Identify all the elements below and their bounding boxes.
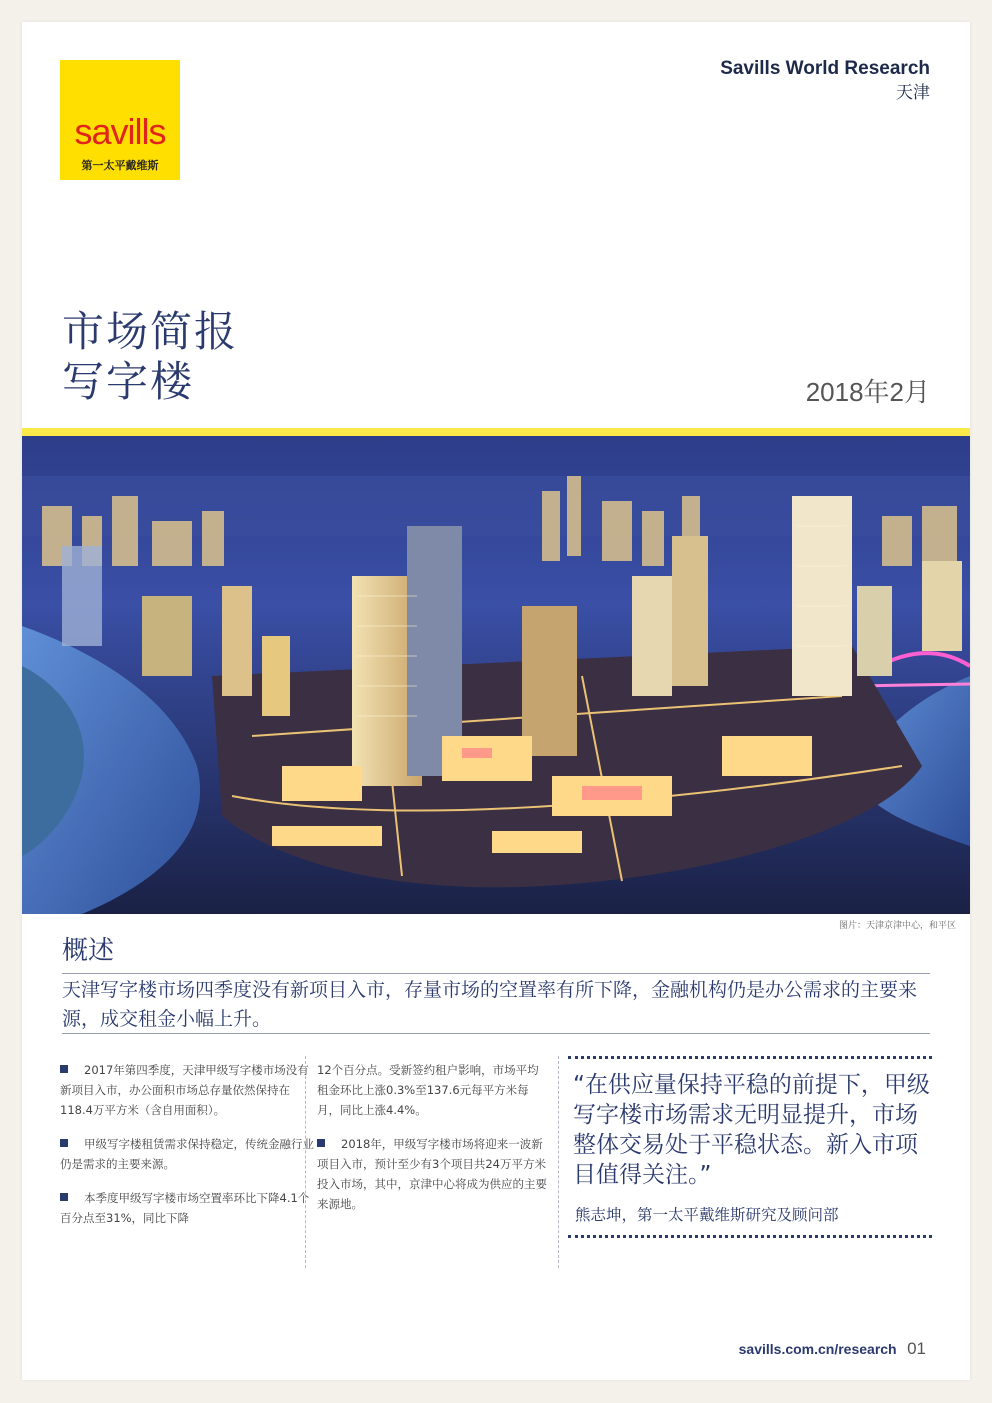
bullet-column-1 (60, 1060, 314, 1242)
logo-chinese-name: 第一太平戴维斯 (81, 159, 159, 172)
bullet-item (317, 1134, 549, 1214)
report-date: 2018年2月 (805, 377, 930, 407)
pull-quote: “在供应量保持平稳的前提下，甲级写字楼市场需求无明显提升，市场整体交易处于平稳状态。新入市项目值得关注。” (573, 1072, 930, 1188)
bullet-text: 本季度甲级写字楼市场空置率环比下降4.1个百分点至31%，同比下降 (60, 1191, 310, 1225)
city-skyline-illustration (22, 436, 970, 914)
logo-wordmark: savills (74, 111, 166, 152)
column-divider (558, 1056, 559, 1268)
brand-city: 天津 (896, 83, 930, 102)
section-heading-overview: 概述 (62, 936, 115, 966)
bullet-item (60, 1188, 314, 1228)
quote-bottom-dotted-rule (568, 1235, 932, 1238)
brand-block (720, 57, 930, 105)
column-divider (305, 1056, 306, 1268)
bullet-item (60, 1060, 314, 1120)
quote-author: 熊志坤，第一太平戴维斯研究及顾问部 (575, 1206, 839, 1224)
page-footer (739, 1339, 926, 1359)
quote-top-dotted-rule (568, 1056, 932, 1059)
savills-logo[interactable] (60, 60, 180, 180)
bullet-continuation: 12个百分点。受新签约租户影响，市场平均租金环比上涨0.3%至137.6元每平方米每月，同比上涨4.4%。 (317, 1063, 539, 1117)
summary-top-rule (62, 973, 930, 974)
bullet-item (60, 1134, 314, 1174)
brand-title: Savills World Research (720, 58, 930, 79)
square-bullet-icon (317, 1139, 325, 1147)
title-line-1: 市场简报 (62, 307, 239, 356)
bullet-text: 2017年第四季度，天津甲级写字楼市场没有新项目入市，办公面积市场总存量依然保持在118.4万平方米（含自用面积）。 (60, 1063, 309, 1117)
summary-bottom-rule (62, 1033, 930, 1034)
page-number: 01 (907, 1339, 926, 1358)
title-line-2: 写字楼 (62, 357, 195, 406)
image-caption: 图片：天津京津中心，和平区 (838, 921, 956, 931)
bullet-text: 2018年，甲级写字楼市场将迎来一波新项目入市，预计至少有3个项目共24万平方米投入市场，其中，京津中心将成为供应的主要来源地。 (317, 1137, 547, 1211)
yellow-divider (22, 428, 970, 436)
footer-url[interactable]: savills.com.cn/research (738, 1341, 897, 1357)
square-bullet-icon (60, 1139, 68, 1147)
hero-city-image (22, 436, 970, 914)
square-bullet-icon (60, 1065, 68, 1073)
report-page (22, 22, 970, 1380)
bullet-text: 甲级写字楼租赁需求保持稳定，传统金融行业仍是需求的主要来源。 (60, 1137, 314, 1171)
report-title (62, 307, 238, 407)
overview-summary: 天津写字楼市场四季度没有新项目入市，存量市场的空置率有所下降，金融机构仍是办公需求的主要来源，成交租金小幅上升。 (62, 979, 918, 1030)
bullet-column-2 (317, 1060, 549, 1228)
square-bullet-icon (60, 1193, 68, 1201)
